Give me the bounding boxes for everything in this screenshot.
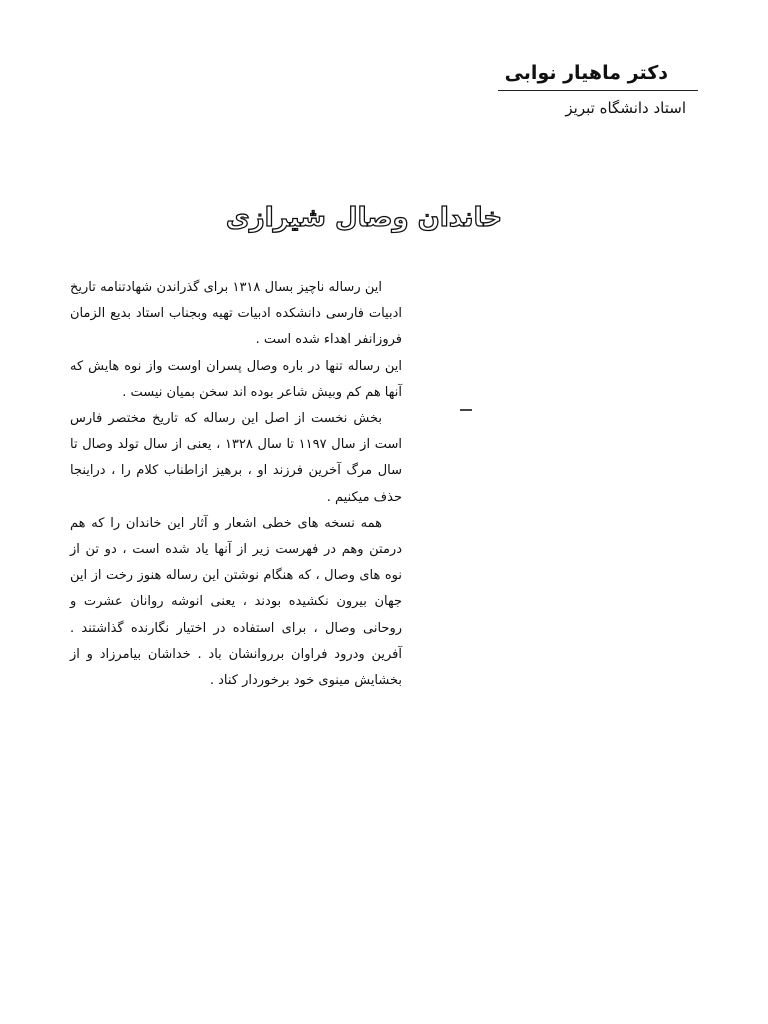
paragraph-1: این رساله ناچیز بسال ۱۳۱۸ برای گذراندن شهادتنامه تاریخ ادبیات فارسی دانشکده ادبیات تهیه وبجناب استاد بدیع الزمان فروزانفر اهداء شده است . xyxy=(70,280,402,348)
margin-mark xyxy=(460,409,472,411)
paragraph-2: این رساله تنها در باره وصال پسران اوست واز نوه هایش که آنها هم کم وبیش شاعر بوده اند سخن بمیان نیست . xyxy=(70,358,402,400)
author-affiliation: استاد دانشگاه تبریز xyxy=(565,99,686,117)
paragraph-3: بخش نخست از اصل این رساله که تاریخ مختصر فارس است از سال ۱۱۹۷ تا سال ۱۳۲۸ ، یعنی از سال تولد وصال تا سال مرگ آخرین فرزند او ، برهیز ازاطناب کلام را ، دراینجا حذف میکنیم . xyxy=(70,411,402,505)
author-block xyxy=(498,58,698,121)
page-title: خاندان وصال شیرازی xyxy=(225,203,503,233)
paragraph-4: همه نسخه های خطی اشعار و آثار این خاندان را که هم درمتن وهم در فهرست زیر از آنها یاد شده است ، دو تن از نوه های وصال ، که هنگام نوشتن این رساله هنوز رخت از این جهان بیرون نکشیده بودند ، یعنی انوشه روانان عشرت و روحانی وصال ، برای استفاده در اختیار نگارنده گذاشتند . آفرین ودرود فراوان برروانشان باد . خداشان بیامرزاد و از بخشایش مینوی خود برخوردار کناد . xyxy=(70,515,402,689)
body-text xyxy=(70,275,402,694)
author-name: دکتر ماهیار نوابی xyxy=(498,58,698,91)
